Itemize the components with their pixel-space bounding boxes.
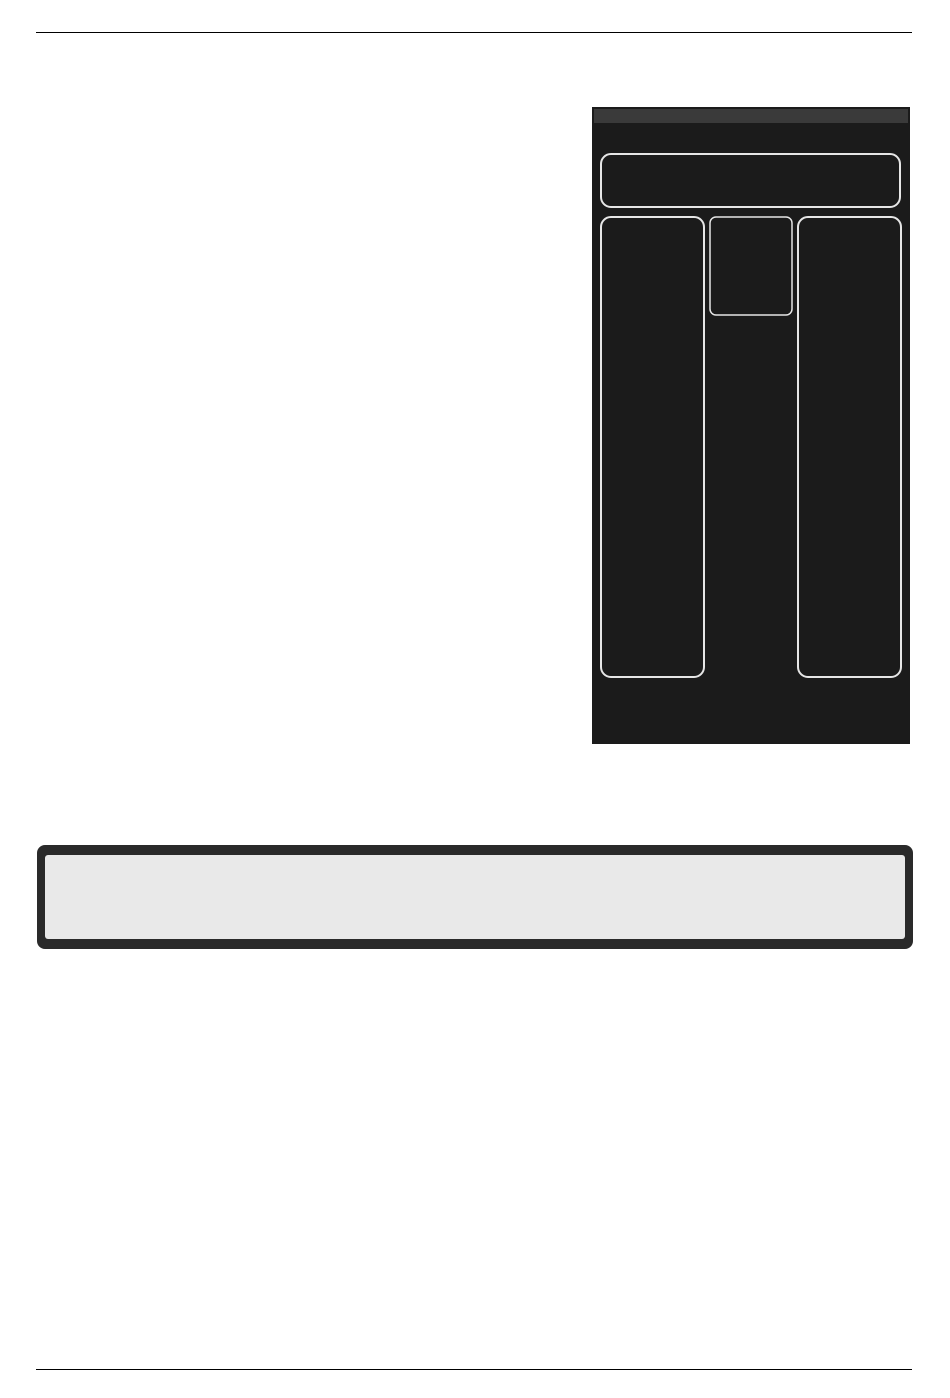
page-footer: [36, 1369, 912, 1398]
page-header: [36, 0, 912, 33]
mixer-top-view-illustration: [592, 107, 910, 744]
front-panel-illustration: [37, 845, 913, 949]
